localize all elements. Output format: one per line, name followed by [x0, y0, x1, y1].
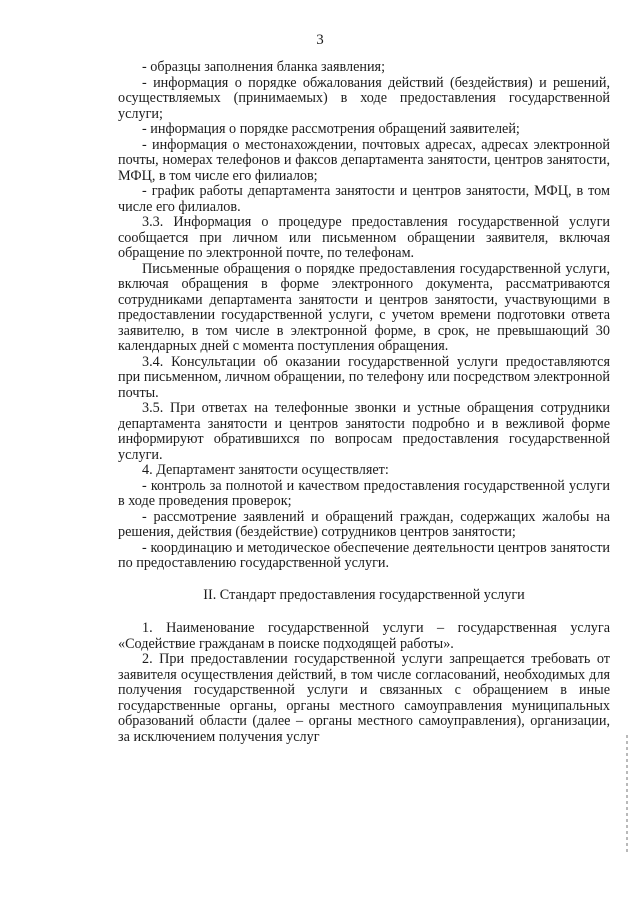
paragraph: - рассмотрение заявлений и обращений граждан, содержащих жалобы на решения, действия (бездействие) сотрудников центров занятости; [118, 508, 610, 540]
document-body [118, 60, 610, 745]
section-heading: II. Стандарт предоставления государственной услуги [203, 586, 525, 603]
scan-edge-mark [626, 735, 628, 855]
paragraph: - контроль за полнотой и качеством предоставления государственной услуги в ходе проведения проверок; [118, 477, 610, 509]
paragraph: - образцы заполнения бланка заявления; [142, 59, 386, 75]
paragraph: 3.3. Информация о процедуре предоставления государственной услуги сообщается при личном или письменном обращении заявителя, включая обращение по электронной почте, по телефонам. [118, 214, 610, 261]
paragraph: 4. Департамент занятости осуществляет: [142, 462, 389, 478]
paragraph: Письменные обращения о порядке предоставления государственной услуги, включая обращения в форме электронного документа, рассматриваются сотрудниками департамента занятости и центров занятости, участвующими в предоставлении государственной услуги, с учетом времени подготовки ответа заявителю, в том числе в электронной форме, в срок, не превышающий 30 календарных дней с момента поступления обращения. [118, 260, 610, 354]
paragraph: - координацию и методическое обеспечение деятельности центров занятости по предоставлению государственной услуги. [118, 539, 610, 571]
paragraph: 2. При предоставлении государственной услуги запрещается требовать от заявителя осуществления действий, в том числе согласований, необходимых для получения государственной услуги и связанных с обращением в иные государственные органы, органы местного самоуправления муниципальных образований области (далее – органы местного самоуправления), организации, за исключением получения услуг [118, 651, 610, 745]
page-number: 3 [316, 32, 324, 48]
paragraph: 1. Наименование государственной услуги – государственная услуга «Содействие гражданам в поиске подходящей работы». [118, 620, 610, 652]
paragraph: 3.4. Консультации об оказании государственной услуги предоставляются при письменном, личном обращении, по телефону или посредством электронной почты. [118, 353, 610, 401]
paragraph: - график работы департамента занятости и центров занятости, МФЦ, в том числе его филиалов. [118, 183, 610, 215]
paragraph: 3.5. При ответах на телефонные звонки и устные обращения сотрудники департамента занятости и центров занятости подробно и в вежливой форме информируют обратившихся по вопросам предоставления государственной услуги. [118, 400, 610, 463]
paragraph: - информация о порядке обжалования действий (бездействия) и решений, осуществляемых (принимаемых) в ходе предоставления государственной услуги; [118, 74, 610, 122]
paragraph: - информация о порядке рассмотрения обращений заявителей; [142, 121, 520, 137]
paragraph: - информация о местонахождении, почтовых адресах, адресах электронной почты, номерах телефонов и факсов департамента занятости, центров занятости, МФЦ, в том числе его филиалов; [118, 136, 610, 184]
